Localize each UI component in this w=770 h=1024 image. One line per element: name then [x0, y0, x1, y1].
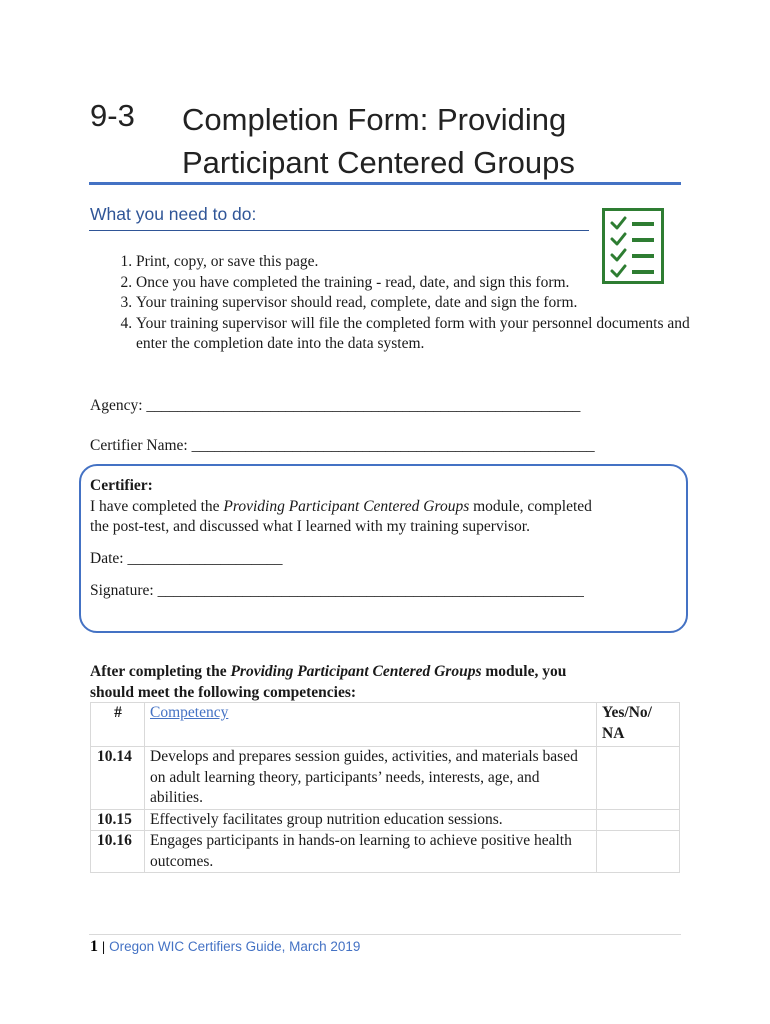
- yes-no-cell[interactable]: [597, 809, 680, 831]
- competency-link[interactable]: Competency: [150, 704, 229, 721]
- page-number: 1: [90, 938, 98, 955]
- table-header-row: [91, 703, 680, 747]
- certifier-statement: [90, 476, 592, 538]
- header-number: #: [91, 703, 145, 747]
- list-item: 3. Your training supervisor should read, complete, date and sign the form.: [136, 293, 696, 314]
- page-footer: 1 | Oregon WIC Certifiers Guide, March 2019: [90, 938, 361, 955]
- page-title: [182, 98, 575, 184]
- header-competency: [145, 703, 597, 747]
- certifier-name-field[interactable]: Certifier Name: ____________________________________________________: [90, 437, 595, 454]
- date-field[interactable]: Date: ____________________: [90, 550, 283, 567]
- table-row: 10.14 Develops and prepares session guides, activities, and materials based on adult learning theory, participants’ needs, interests, age, and abilities.: [91, 747, 680, 810]
- what-to-do-heading: What you need to do:: [90, 204, 257, 224]
- title-divider: [89, 182, 681, 185]
- agency-field[interactable]: Agency: ________________________________________________________: [90, 397, 581, 414]
- footer-divider: [89, 934, 681, 935]
- header-yes-no: Yes/No/ NA: [597, 703, 680, 747]
- certifier-text-line2: the post-test, and discussed what I learned with my training supervisor.: [90, 518, 530, 535]
- section-number: 9-3: [90, 98, 135, 133]
- competency-table: [90, 702, 680, 873]
- yes-no-cell[interactable]: [597, 747, 680, 810]
- list-item: 1. Print, copy, or save this page.: [136, 252, 696, 273]
- list-item: 4. Your training supervisor will file the completed form with your personnel documents and enter the completion date into the data system.: [136, 314, 696, 355]
- list-item: 2. Once you have completed the training - read, date, and sign this form.: [136, 273, 696, 294]
- yes-no-cell[interactable]: [597, 831, 680, 873]
- footer-text: Oregon WIC Certifiers Guide, March 2019: [109, 939, 361, 954]
- competencies-intro: After completing the Providing Participant Centered Groups module, you should meet the following competencies:: [90, 663, 567, 701]
- signature-field[interactable]: Signature: _______________________________________________________: [90, 582, 584, 599]
- module-name: Providing Participant Centered Groups: [230, 663, 482, 680]
- module-name: Providing Participant Centered Groups: [223, 497, 470, 515]
- certifier-heading: Certifier:: [90, 477, 153, 494]
- table-row: 10.15 Effectively facilitates group nutrition education sessions.: [91, 809, 680, 831]
- page-title-line2: Participant Centered Groups: [182, 145, 575, 180]
- subheading-divider: [89, 230, 589, 231]
- table-row: 10.16 Engages participants in hands-on learning to achieve positive health outcomes.: [91, 831, 680, 873]
- page-title-line1: Completion Form: Providing: [182, 102, 567, 137]
- certifier-text-line1: I have completed the Providing Participant Centered Groups module, completed: [90, 497, 592, 515]
- instructions-list: [90, 252, 696, 355]
